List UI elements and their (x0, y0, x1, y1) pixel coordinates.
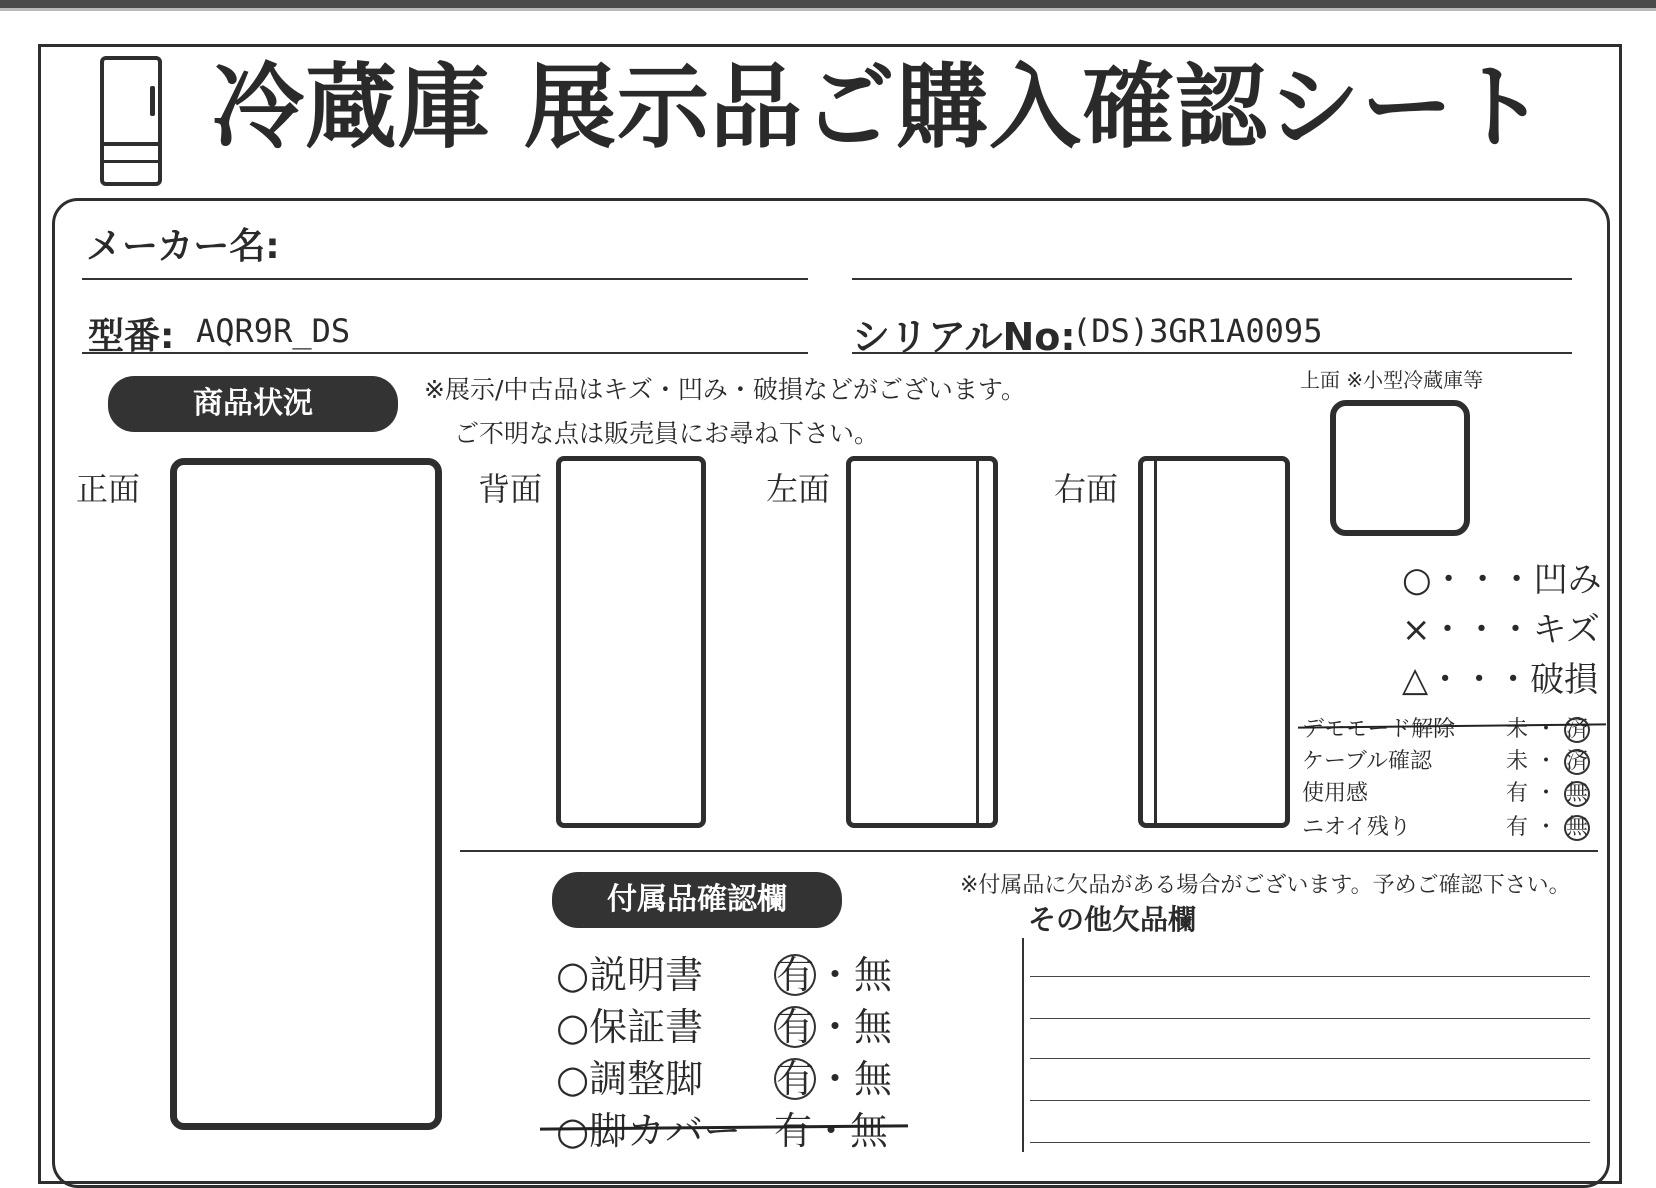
condition-note-1: ※展示/中古品はキズ・凹み・破損などがございます。 (424, 375, 1026, 404)
right-side-edge (1154, 460, 1157, 824)
accessories-note: ※付属品に欠品がある場合がございます。予めご確認下さい。 (960, 873, 1571, 898)
scan-edge (0, 0, 1656, 8)
serial-underline (852, 352, 1572, 354)
legend-dent: ○・・・凹み (1402, 560, 1602, 600)
check-demo-label: デモモード解除 (1302, 717, 1456, 742)
maker-underline-right (852, 278, 1572, 280)
face-back-label: 背面 (478, 470, 543, 508)
face-front-label: 正面 (76, 470, 141, 508)
writing-line[interactable] (1030, 1018, 1590, 1019)
face-left-label: 左面 (766, 470, 831, 508)
legend-damage: △・・・破損 (1402, 660, 1599, 700)
acc-warranty-options: 有・無 (776, 1005, 893, 1049)
legend-scratch: ×・・・キズ (1402, 610, 1600, 650)
face-right-label: 右面 (1054, 470, 1119, 508)
writing-line[interactable] (1030, 976, 1590, 977)
acc-feet-label: ○調整脚 (556, 1057, 704, 1101)
acc-feet-options: 有・無 (776, 1057, 893, 1101)
acc-manual-options: 有・無 (776, 953, 893, 997)
writing-line[interactable] (1030, 1058, 1590, 1059)
top-diagram-box[interactable] (1330, 400, 1470, 536)
acc-manual-label: ○説明書 (556, 953, 704, 997)
check-cable-options: 未 ・ 済 (1506, 749, 1589, 774)
section-divider (460, 850, 1598, 852)
back-diagram-box[interactable] (556, 456, 706, 828)
front-diagram-box[interactable] (170, 458, 442, 1130)
check-use-options: 有 ・ 無 (1506, 781, 1589, 806)
acc-cover-label: ○脚カバー (556, 1109, 742, 1153)
serial-label: シリアルNo: (852, 315, 1076, 359)
check-use-label: 使用感 (1302, 781, 1369, 806)
writing-line[interactable] (1030, 1142, 1590, 1143)
serial-value[interactable]: (DS)3GR1A0095 (1072, 312, 1323, 350)
check-odor-label: ニオイ残り (1302, 815, 1411, 840)
acc-cover-options: 有・無 (774, 1109, 889, 1153)
condition-heading: 商品状況 (108, 376, 398, 432)
writing-line[interactable] (1030, 1100, 1590, 1101)
model-label: 型番: (88, 316, 175, 357)
maker-label: メーカー名: (86, 226, 280, 267)
check-demo-options: 未 ・ 済 (1506, 717, 1589, 742)
other-missing-heading: その他欠品欄 (1028, 903, 1197, 936)
other-missing-bracket (1022, 938, 1030, 1152)
accessories-heading: 付属品確認欄 (552, 872, 842, 928)
face-top-label: 上面 ※小型冷蔵庫等 (1300, 368, 1484, 392)
model-value[interactable]: AQR9R_DS (196, 312, 351, 350)
sheet-title: 冷蔵庫 展示品ご購入確認シート (212, 54, 1548, 161)
fridge-icon (100, 56, 162, 186)
right-diagram-box[interactable] (1138, 456, 1290, 828)
model-underline (82, 352, 808, 354)
condition-note-2: ご不明な点は販売員にお尋ね下さい。 (454, 419, 880, 448)
scan-edge-shadow (0, 8, 1656, 11)
check-cable-label: ケーブル確認 (1302, 749, 1433, 774)
check-odor-options: 有 ・ 無 (1506, 815, 1589, 840)
left-side-edge (976, 460, 979, 824)
maker-underline (82, 278, 808, 280)
acc-warranty-label: ○保証書 (556, 1005, 704, 1049)
